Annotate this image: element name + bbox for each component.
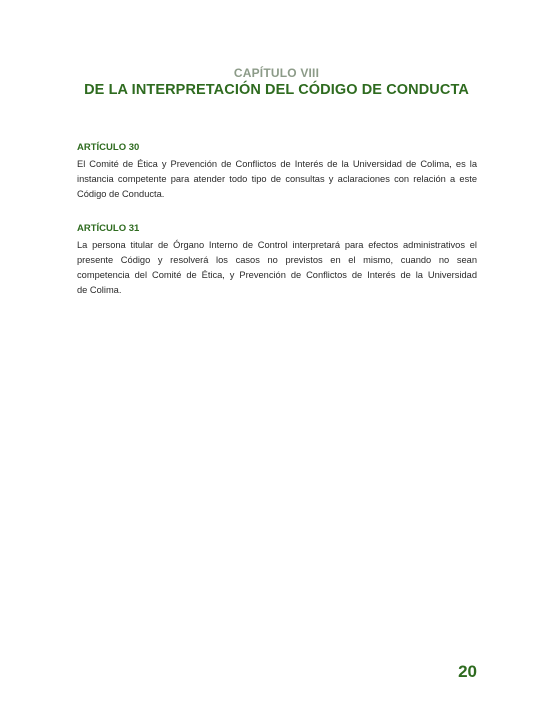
article-31-heading: ARTÍCULO 31 xyxy=(77,223,140,234)
article-31-line: La persona titular de Órgano Interno de Control interpretará para efectos administrativos el xyxy=(77,240,477,250)
chapter-title: DE LA INTERPRETACIÓN DEL CÓDIGO DE CONDUCTA xyxy=(84,82,469,98)
article-31-line: de Colima. xyxy=(77,285,122,295)
chapter-label: CAPÍTULO VIII xyxy=(233,66,320,80)
article-30-line: instancia competente para atender todo tipo de consultas y aclaraciones con relación a este xyxy=(77,174,477,184)
article-31-line: presente Código y resolverá los casos no previstos en el mismo, cuando no sean xyxy=(77,255,477,265)
article-30-line: Código de Conducta. xyxy=(77,189,165,199)
page-number: 20 xyxy=(458,662,477,681)
article-30-body xyxy=(77,157,477,202)
article-30-heading: ARTÍCULO 30 xyxy=(77,142,140,153)
article-30-line: El Comité de Ética y Prevención de Conflictos de Interés de la Universidad de Colima, es la xyxy=(77,159,477,169)
article-31-line: competencia del Comité de Ética, y Prevención de Conflictos de Interés de la Universidad xyxy=(77,270,477,280)
article-31-body xyxy=(77,238,477,298)
